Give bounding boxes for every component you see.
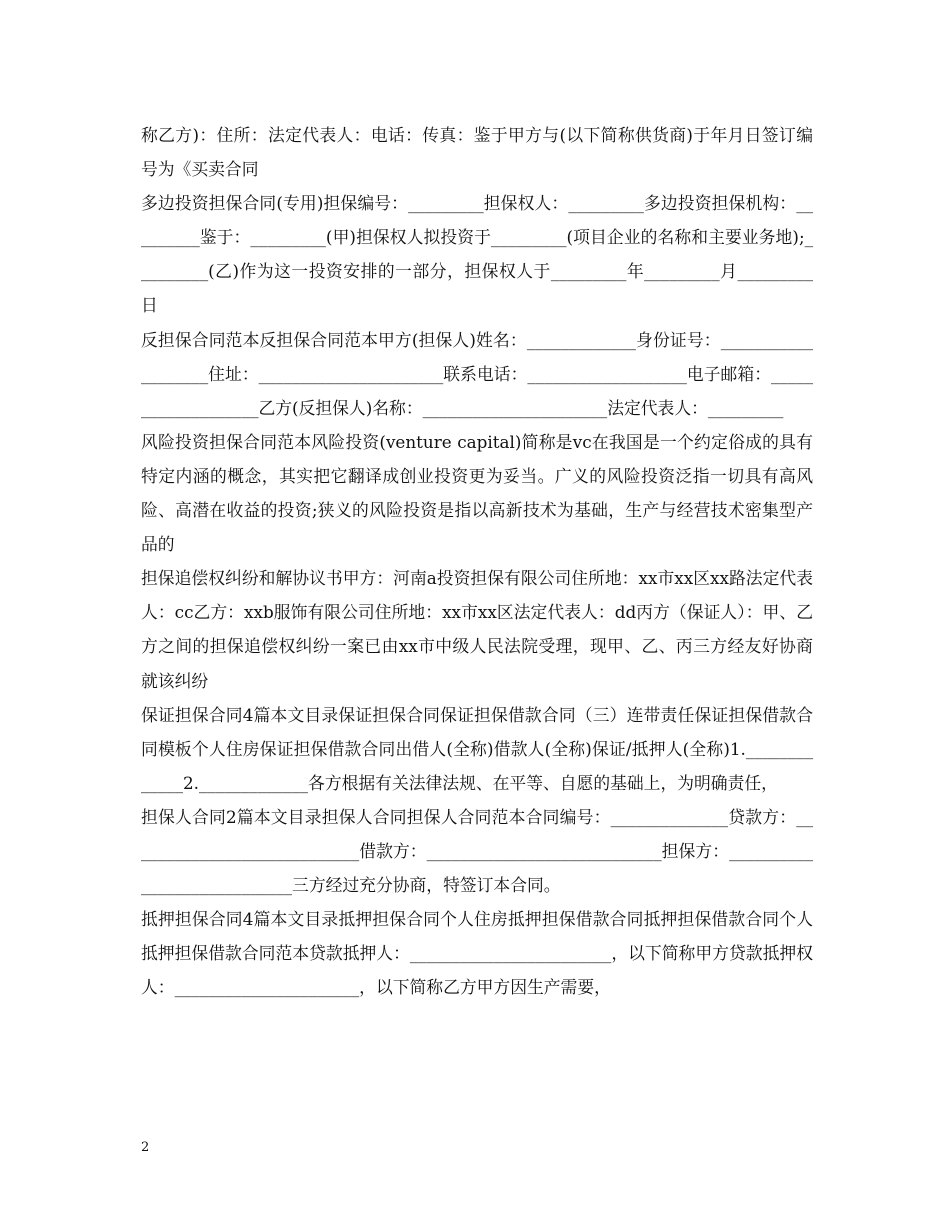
paragraph-surety-guarantee: 保证担保合同4篇本文目录保证担保合同保证担保借款合同（三）连带责任保证担保借款合同模板个人住房保证担保借款合同出借人(全称)借款人(全称)保证/抵押人(全称)1._____________2._____________各方根据有关法律法规、在平等、自愿的基础上，为明确责任， (141, 704, 813, 793)
page-number: 2 (141, 1140, 150, 1155)
paragraph-counter-guarantee: 反担保合同范本反担保合同范本甲方(担保人)姓名：_____________身份证号：___________________住址：______________________联系电话：___________________电子邮箱：___________________乙方(反担保人)名称：______________________法定代表人：_________ (141, 329, 813, 418)
paragraph-multilateral-investment-guarantee: 多边投资担保合同(专用)担保编号：_________担保权人：_________多边投资担保机构：_________鉴于：_________(甲)担保权人拟投资于_________(项目企业的名称和主要业务地);_________(乙)作为这一投资安排的一部分，担保权人于_________年_________月_________日 (141, 193, 813, 316)
paragraph-mortgage-guarantee: 抵押担保合同4篇本文目录抵押担保合同个人住房抵押担保借款合同抵押担保借款合同个人抵押担保借款合同范本贷款抵押人：________________________，以下简称甲方贷款抵押权人：______________________，以下简称乙方甲方因生产需要， (141, 909, 813, 998)
paragraph-venture-capital-guarantee: 风险投资担保合同范本风险投资(venture capital)简称是vc在我国是一个约定俗成的具有特定内涵的概念，其实把它翻译成创业投资更为妥当。广义的风险投资泛指一切具有高风险、高潜在收益的投资;狭义的风险投资是指以高新技术为基础，生产与经营技术密集型产品的 (141, 431, 813, 555)
paragraph-recourse-settlement: 担保追偿权纠纷和解协议书甲方：河南a投资担保有限公司住所地：xx市xx区xx路法定代表人：cc乙方：xxb服饰有限公司住所地：xx市xx区法定代表人：dd丙方（保证人）：甲、乙方之间的担保追偿权纠纷一案已由xx市中级人民法院受理，现甲、乙、丙三方经友好协商就该纠纷 (141, 568, 813, 691)
paragraph-purchase-contract-excerpt: 称乙方)：住所：法定代表人：电话：传真：鉴于甲方与(以下简称供货商)于年月日签订编号为《买卖合同 (141, 125, 813, 180)
document-body (141, 118, 813, 1004)
paragraph-guarantor-contract: 担保人合同2篇本文目录担保人合同担保人合同范本合同编号：______________贷款方：____________________________借款方：____________________________担保方：____________________________三方经过充分协商，特签订本合同。 (141, 806, 813, 896)
